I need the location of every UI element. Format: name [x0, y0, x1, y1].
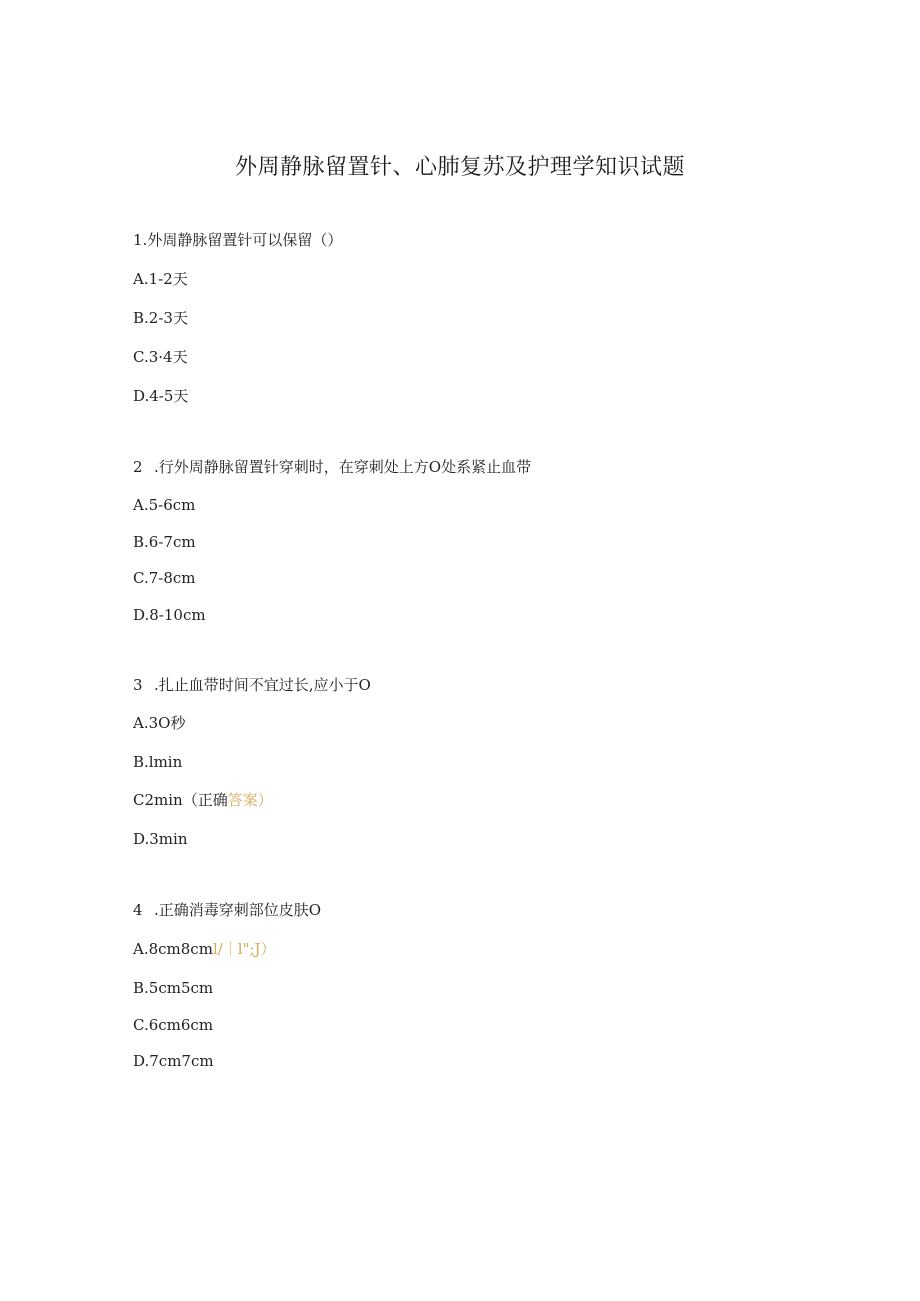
- question-1-option-c: C.3·4天: [133, 348, 188, 366]
- question-1-text: 外周静脉留置针可以保留（）: [147, 231, 343, 249]
- question-2-option-b: B.6-7cm: [133, 533, 196, 551]
- question-3-number: 3: [133, 676, 143, 694]
- question-4-option-b: B.5cm5cm: [133, 979, 214, 997]
- question-2-option-d: D.8-10cm: [133, 606, 206, 624]
- question-3-text: .扎止血带时间不宜过长,应小于O: [154, 676, 371, 694]
- question-2-text: .行外周静脉留置针穿刺时，在穿刺处上方O处系紧止血带: [154, 458, 532, 476]
- question-4-option-a-text: A.8cm8cm: [133, 940, 213, 958]
- question-3-option-b: B.lmin: [133, 753, 183, 771]
- question-4-option-a: [133, 939, 276, 959]
- correct-answer-tag: l/｜l";J）: [212, 940, 276, 958]
- question-4-option-c: C.6cm6cm: [133, 1016, 214, 1034]
- question-3-option-a: A.3O秒: [133, 714, 186, 732]
- correct-answer-tag: 答案）: [227, 791, 273, 809]
- question-3-option-d: D.3min: [133, 830, 188, 848]
- question-3-option-c: [133, 790, 273, 810]
- question-3-option-c-text: C2min（正确: [133, 791, 228, 809]
- question-4-number: 4: [133, 901, 143, 919]
- question-4-option-d: D.7cm7cm: [133, 1052, 214, 1070]
- question-2-number: 2: [133, 458, 143, 476]
- question-2-option-c: C.7-8cm: [133, 569, 196, 587]
- question-1: [133, 230, 342, 250]
- question-1-option-b: B.2-3天: [133, 309, 188, 327]
- page-title: 外周静脉留置针、心肺复苏及护理学知识试题: [234, 155, 685, 180]
- question-4-text: .正确消毒穿刺部位皮肤O: [154, 901, 322, 919]
- question-2: [133, 457, 531, 477]
- question-1-option-d: D.4-5天: [133, 387, 189, 405]
- question-3: [133, 675, 371, 695]
- question-1-option-a: A.1-2天: [133, 270, 188, 288]
- question-2-option-a: A.5-6cm: [133, 496, 196, 514]
- question-4: [133, 900, 321, 920]
- question-1-number: 1.: [133, 231, 148, 249]
